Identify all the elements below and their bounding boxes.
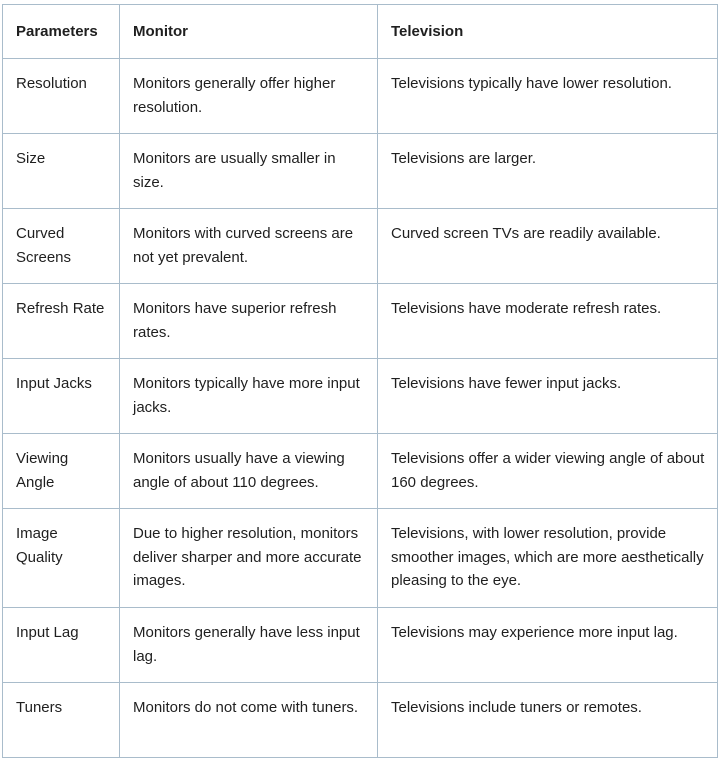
television-cell: Televisions are larger. <box>378 134 718 209</box>
monitor-cell: Monitors typically have more input jacks. <box>120 359 378 434</box>
parameter-cell: Viewing Angle <box>3 434 120 509</box>
monitor-vs-television-table <box>2 4 718 758</box>
table-row <box>3 608 718 683</box>
table-row <box>3 59 718 134</box>
table-row <box>3 134 718 209</box>
table-row <box>3 509 718 608</box>
parameter-cell: Input Jacks <box>3 359 120 434</box>
header-television: Television <box>378 5 718 59</box>
monitor-cell: Monitors have superior refresh rates. <box>120 284 378 359</box>
table-header-row <box>3 5 718 59</box>
table-row <box>3 683 718 758</box>
television-cell: Televisions typically have lower resolution. <box>378 59 718 134</box>
television-cell: Curved screen TVs are readily available. <box>378 209 718 284</box>
header-monitor: Monitor <box>120 5 378 59</box>
parameter-cell: Size <box>3 134 120 209</box>
monitor-cell: Monitors do not come with tuners. <box>120 683 378 758</box>
television-cell: Televisions may experience more input lag. <box>378 608 718 683</box>
table-row <box>3 359 718 434</box>
television-cell: Televisions have fewer input jacks. <box>378 359 718 434</box>
monitor-cell: Monitors usually have a viewing angle of about 110 degrees. <box>120 434 378 509</box>
monitor-cell: Monitors generally have less input lag. <box>120 608 378 683</box>
monitor-cell: Monitors are usually smaller in size. <box>120 134 378 209</box>
header-parameters: Parameters <box>3 5 120 59</box>
parameter-cell: Image Quality <box>3 509 120 608</box>
parameter-cell: Refresh Rate <box>3 284 120 359</box>
table-row <box>3 284 718 359</box>
monitor-cell: Monitors generally offer higher resolution. <box>120 59 378 134</box>
television-cell: Televisions, with lower resolution, provide smoother images, which are more aesthetically pleasing to the eye. <box>378 509 718 608</box>
parameter-cell: Resolution <box>3 59 120 134</box>
television-cell: Televisions have moderate refresh rates. <box>378 284 718 359</box>
parameter-cell: Curved Screens <box>3 209 120 284</box>
table-row <box>3 434 718 509</box>
parameter-cell: Input Lag <box>3 608 120 683</box>
table-row <box>3 209 718 284</box>
parameter-cell: Tuners <box>3 683 120 758</box>
television-cell: Televisions offer a wider viewing angle of about 160 degrees. <box>378 434 718 509</box>
television-cell: Televisions include tuners or remotes. <box>378 683 718 758</box>
monitor-cell: Monitors with curved screens are not yet prevalent. <box>120 209 378 284</box>
monitor-cell: Due to higher resolution, monitors deliver sharper and more accurate images. <box>120 509 378 608</box>
